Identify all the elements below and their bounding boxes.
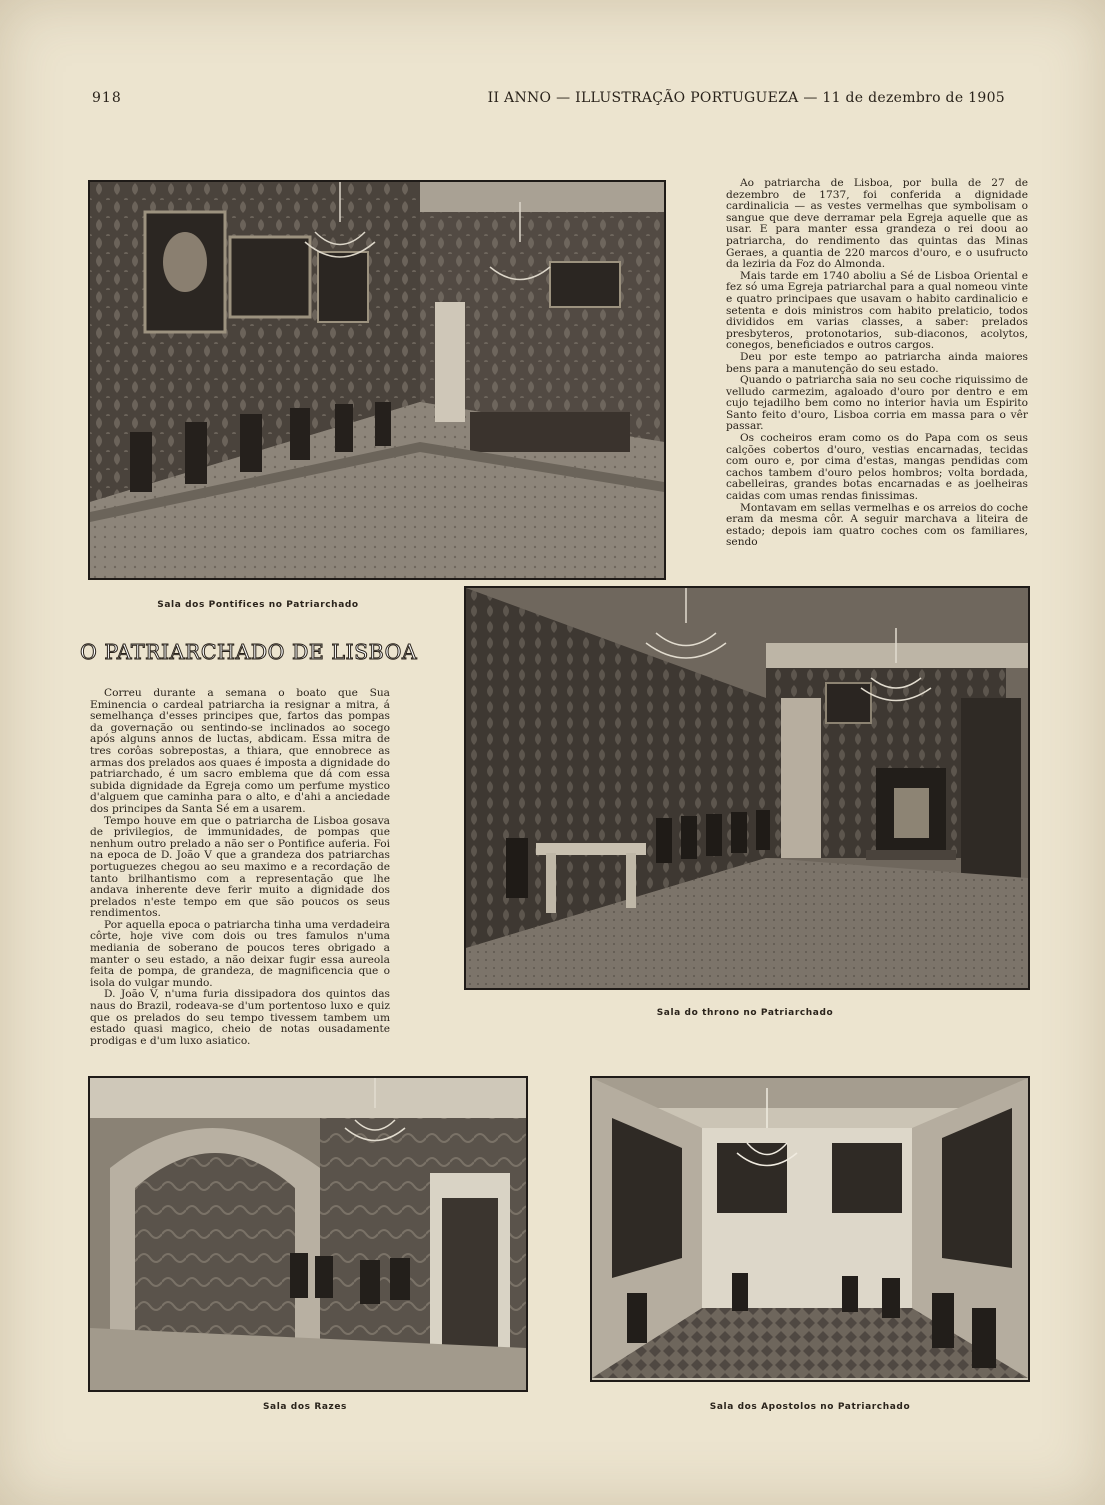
paragraph: Montavam em sellas vermelhas e os arreios do coche eram da mesma côr. A seguir marchava a liteira de estado; depois iam quatro coches com os familiares, sendo — [726, 501, 1028, 549]
room-illustration — [90, 1078, 526, 1390]
page-number: 918 — [92, 90, 122, 106]
caption-sala-pontifices: Sala dos Pontifices no Patriarchado — [157, 600, 359, 610]
room-illustration — [466, 588, 1028, 988]
paragraph: Por aquella epoca o patriarcha tinha uma verdadeira côrte, hoje vive com dois ou tres famulos n'uma mediania de soberano de poucos teres obrigado a manter o seu estado, a não deixar fugir essa aureola feita de pompa, de grandeza, de magnificencia que o isola do vulgar mundo. — [90, 918, 390, 989]
paragraph: Tempo houve em que o patriarcha de Lisboa gosava de privilegios, de immunidades, de pompas que nenhum outro prelado a não ser o Pontifice auferia. Foi na epoca de D. João V que a grandeza dos patriarchas portuguezes chegou ao seu maximo e a recordação de tanto brilhantismo com a representação que lhe andava inherente deve ferir muito a dignidade dos prelados n'este tempo em que são poucos os seus rendimentos. — [90, 814, 390, 920]
caption-sala-apostolos: Sala dos Apostolos no Patriarchado — [709, 1402, 911, 1412]
paragraph: Deu por este tempo ao patriarcha ainda maiores bens para a manutenção do seu estado. — [726, 350, 1028, 375]
paragraph: Correu durante a semana o boato que Sua Eminencia o cardeal patriarcha ia resignar a mitra, á semelhança d'esses principes que, fartos das pompas da governação ou sentindo-se inclinados ao socego após alguns annos de luctas, abdicam. Essa mitra de tres corôas sobrepostas, a thiara, que ennobrece as armas dos prelados aos quaes é imposta a dignidade do patriarchado, é um sacro emblema que dá com essa subida dignidade da Egreja como um perfume mystico d'alguem que caminha para o alto, e d'ahi a anciedade dos principes da Santa Sé em a usarem. — [90, 687, 390, 815]
paragraph: Mais tarde em 1740 aboliu a Sé de Lisboa Oriental e fez só uma Egreja patriarchal para a qual nomeou vinte e quatro principaes que usavam o habito cardinalicio e setenta e dois ministros com habito prelaticio, todos divididos em varias classes, a saber: prelados presbyteros, protonotarios, sub-diaconos, acolytos, conegos, beneficiados e outros cargos. — [726, 269, 1028, 352]
photo-sala-apostolos — [590, 1076, 1030, 1382]
caption-sala-throno: Sala do throno no Patriarchado — [656, 1008, 834, 1018]
running-header: II ANNO — ILLUSTRAÇÃO PORTUGUEZA — 11 de dezembro de 1905 — [487, 90, 1005, 106]
article-left-column — [90, 688, 390, 1047]
article-right-column — [726, 178, 1028, 549]
paragraph: Ao patriarcha de Lisboa, por bulla de 27 de dezembro de 1737, foi conferida a dignidade cardinalicia — as vestes vermelhas que symbolisam o sangue que deve derramar pela Egreja aquelle que as usar. E para manter essa grandeza o rei doou ao patriarcha, do rendimento das quintas das Minas Geraes, a quantia de 220 marcos d'ouro, e o usufructo da leziria da Foz do Almonda. — [726, 177, 1028, 271]
paragraph: Os cocheiros eram como os do Papa com os seus calções cobertos d'ouro, vestias encarnadas, tecidas com ouro e, por cima d'estas, mangas pendidas com cachos tambem d'ouro pelos hombros; volta bordada, cabelleiras, grandes botas encarnadas e as joelheiras caidas com umas rendas finissimas. — [726, 432, 1028, 503]
paragraph: D. João V, n'uma furia dissipadora dos quintos das naus do Brazil, rodeava-se d'um portentoso luxo e quiz que os prelados do seu tempo tivessem tambem um estado quasi magico, cheio de notas ousadamente prodigas e d'um luxo asiatico. — [90, 988, 390, 1047]
room-illustration — [90, 182, 664, 578]
photo-sala-razes — [88, 1076, 528, 1392]
photo-sala-pontifices — [88, 180, 666, 580]
article-headline: O PATRIARCHADO DE LISBOA — [80, 640, 418, 664]
room-illustration — [592, 1078, 1028, 1380]
caption-sala-razes: Sala dos Razes — [262, 1402, 348, 1412]
photo-sala-throno — [464, 586, 1030, 990]
paragraph: Quando o patriarcha saia no seu coche riquissimo de velludo carmezim, agaloado d'ouro por dentro e em cujo tejadilho bem como no interior havia um Espirito Santo feito d'ouro, Lisboa corria em massa para o vêr passar. — [726, 374, 1028, 433]
